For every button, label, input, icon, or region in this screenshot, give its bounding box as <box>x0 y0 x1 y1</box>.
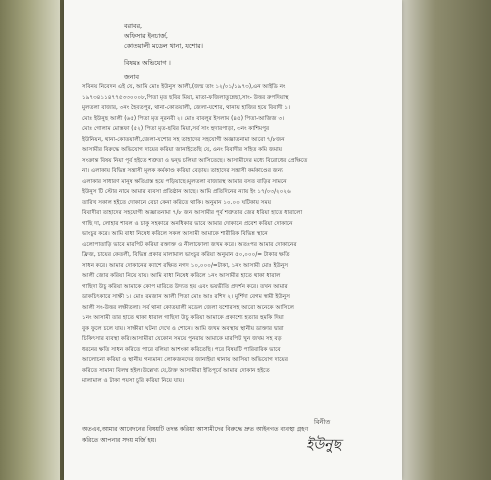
background-right <box>399 0 491 480</box>
body-line: গাছি দা, লোহার শাবল ও চাকু সহকারে অনধিকার ভাবে আমার দোকানে প্রবেশ করিয়া দোকানে <box>82 220 293 227</box>
body-line: এলাকার সাধারণ মানুষ ক্ষতিগ্রস্ত হয়ে পড়িয়াছে।মুলতলা বাজারস্থ আমার বসত বাড়ির সামনে <box>82 178 287 185</box>
recipient-line-1: বরাবর, <box>124 22 143 30</box>
background-left <box>0 0 60 480</box>
body-line: ১নং আসামী তার হাতে থাকা ধারাল গাছিদা উচু করিয়া আমাকে প্রকাশ্যে হত্যার হুমকি দিয়া <box>82 315 284 321</box>
body-line: ইউনিয়ন, থানা-কোতয়ালী,জেলা-যশোর সহ তাহাদের সহযোগী অজ্ঞাতনামা আরো ৭/৮জন <box>82 136 285 143</box>
body-line: মোঃ গোলাম মোস্তফা (৫২) পিতা মৃত-ছবির মিয়া,সর্ব সাং হুদারপাড়া, ৩নং কাশিমপুর <box>82 126 270 132</box>
body-line: না। এলাকায় বিভিন্ন সন্ত্রাসী মূলক কর্মকাণ্ড করিয়া বেড়ায়। তাহাদের সন্ত্রাসী কর্মকাণ্ডের জন্য <box>82 168 283 174</box>
body-line: আলী সং-উত্তর লক্ষীতলা। সর্ব থানা কোতয়ালী মডেল জেলা যশোরসহ আরো অনেকে আসিলে <box>82 304 295 311</box>
body-line: সবিনয় নিবেদন এই যে, আমি মোঃ ইউনুস আলী,(জন্ম তাং ১২/০১/১৯৭৩),এন আইডি নং <box>82 84 286 90</box>
signoff-label: বিনীত <box>314 418 331 426</box>
body-line: আলোচনা করিয়া ও স্থানীয় গন্যমান্য লোকজনদের জানাইয়া থানায় আসিয়া অভিযোগ দায়ের <box>82 357 289 363</box>
body-line: ডাকচিৎকারে সাক্ষী ১। মোঃ রমজান আলী পিতা মোঃ আঃ রশিদ ২। মুর্শিদা বেগম স্বামী ইউনুস <box>82 294 290 300</box>
body-line: মালামাল ও টাকা পয়সা চুরি করিয়া নিয়ে যায়। <box>82 378 185 384</box>
body-line: গাছিদা উচু করিয়া আমাকে কোপ মারিতে উদ্যত হয় এবং ভয়ভীতি প্রদর্শন করে। তখন আমার <box>82 283 288 290</box>
body-line: এলোপাতাড়ি ভাবে মারপিট করিয়া রক্তাক্ত ও নীলাফোলা জখম করে। অতঃপর আমার দোকানের <box>82 241 297 248</box>
body-line: ফ্রিজ, চায়ের কেতলী, বিভিন্ন প্রকার মালামাল ভাংচুর করিয়া অনুমান ৫০,০০০/= টাকার ক্ষতি <box>82 252 290 258</box>
body-line: বুক ফুলে চলে যায়। সাক্ষীরা ঘটনা দেখে ও শোনে। আমি জখম অবস্থায় স্থানীয় ডাক্তার দ্বারা <box>82 325 284 332</box>
body-line: ১৯৭৩৪১১৪৭৭৫৩৩০০০৮,পিতা মৃত ছবির মিয়া, মাতা-ফজিলাতুন্নেছা,সাং- উত্তর রুপদিয়াস্থ <box>82 94 289 101</box>
body-line: আলী জোর করিয়া নিয়ে যায়। আমি বাধা নিষেধ করিলে ১নং আসামীর হাতে থাকা ধারাল <box>82 273 281 279</box>
salutation: জনাব <box>124 73 139 81</box>
body-line: আসামীর বিরুদ্ধে অভিযোগ দায়ের করিয়া জানাইতেছি যে, ওনং বিবাদীর সহিত কমি জমায় <box>82 147 283 153</box>
subject-line: বিষয়ঃ অভিযোগ । <box>124 59 171 67</box>
body-line: সাধন করে। আমার দোকানের ক্যাশে রক্ষিত নগদ ১০,০০০/=টাকা, ১নং আসামী মোঃ ইউনুস <box>82 262 289 269</box>
body-line: মোঃ ইউনুছ আলী (৬৫) পিতা মৃত নূরনবী ২। মোঃ বাবলুর ইসলাম (৪৫) পিতা-আজিজ ৩। <box>82 115 285 122</box>
recipient-line-3: কোতয়ালী মডেল থানা, যশোর। <box>124 42 203 50</box>
closing-line: করিতে আপনার সদয় মর্জি হয়। <box>82 437 157 444</box>
handwritten-signature: ইউনুছ <box>306 437 342 453</box>
body-line: বিবাদীরা তাহাদের সহযোগী অজ্ঞাতনামা ৭/৮ জন আসামীর পূর্ব শত্রুতার জের ধরিয়া হাতে ধারালো <box>82 210 303 216</box>
body-line: সংক্রান্ত বিষয় নিয়া পূর্ব হইতে শত্রুতা ও দ্বন্দ্ব চলিয়া আসিতেছে। আসামীদের মধ্যে বিরোধের প্রেক্ষিতে <box>82 157 308 164</box>
recipient-line-2: অফিসার ইনচার্জ, <box>124 32 168 40</box>
body-line: ধরনের ক্ষতি সাধন করিতে পারে বলিয়া আশংকা করিতেছি। পরে বিষয়টি পারিবারিক ভাবে <box>82 346 281 353</box>
letter-body <box>82 82 394 387</box>
body-line: করিতে সামান্য বিলম্ব হইল।উল্লেখ্য যে,উক্ত আসামীরা ইতিপূর্বে আমার দোকান হইতে <box>82 367 270 374</box>
complaint-letter <box>64 0 402 480</box>
closing-request <box>82 424 402 446</box>
body-line: চিকিৎসার ব্যবস্থা করি।আসামীরা যেকোন সময়ে পুনরায় আমাকে মারপিট খুন জখম সহ বড় <box>82 336 282 342</box>
body-line: তারিখ সকাল হইতে দোকানে বেচা কেনা করিতে থাকি। অনুমান ১০.০০ ঘটিকায় সময় <box>82 199 272 206</box>
closing-line: অতএব,আমার আবেদনের বিষয়টি তদন্ত করিয়া আসামীদের বিরুদ্ধে দ্রুত আইনগত ব্যবস্থা গ্রহণ <box>82 426 309 433</box>
body-line: মুলতলা বাজার, ৩নং হৈবতপুর, থানা-কোতয়ালী, জেলা-যশোর, থানায় হাজির হয়ে বিবাদী ১। <box>82 105 291 111</box>
body-line: ভাংচুর করে। আমি বাধা নিষেধ করিলে সকল আসামী আমাকে শারীরিক বিভিন্ন স্থানে <box>82 231 268 237</box>
body-line: ইউনুস টি স্টোর নামে আমার ব্যবসা প্রতিষ্ঠান আছে। আমি প্রতিদিনের ন্যায় ইং ১৭/০৩/২০২৬ <box>82 189 291 195</box>
